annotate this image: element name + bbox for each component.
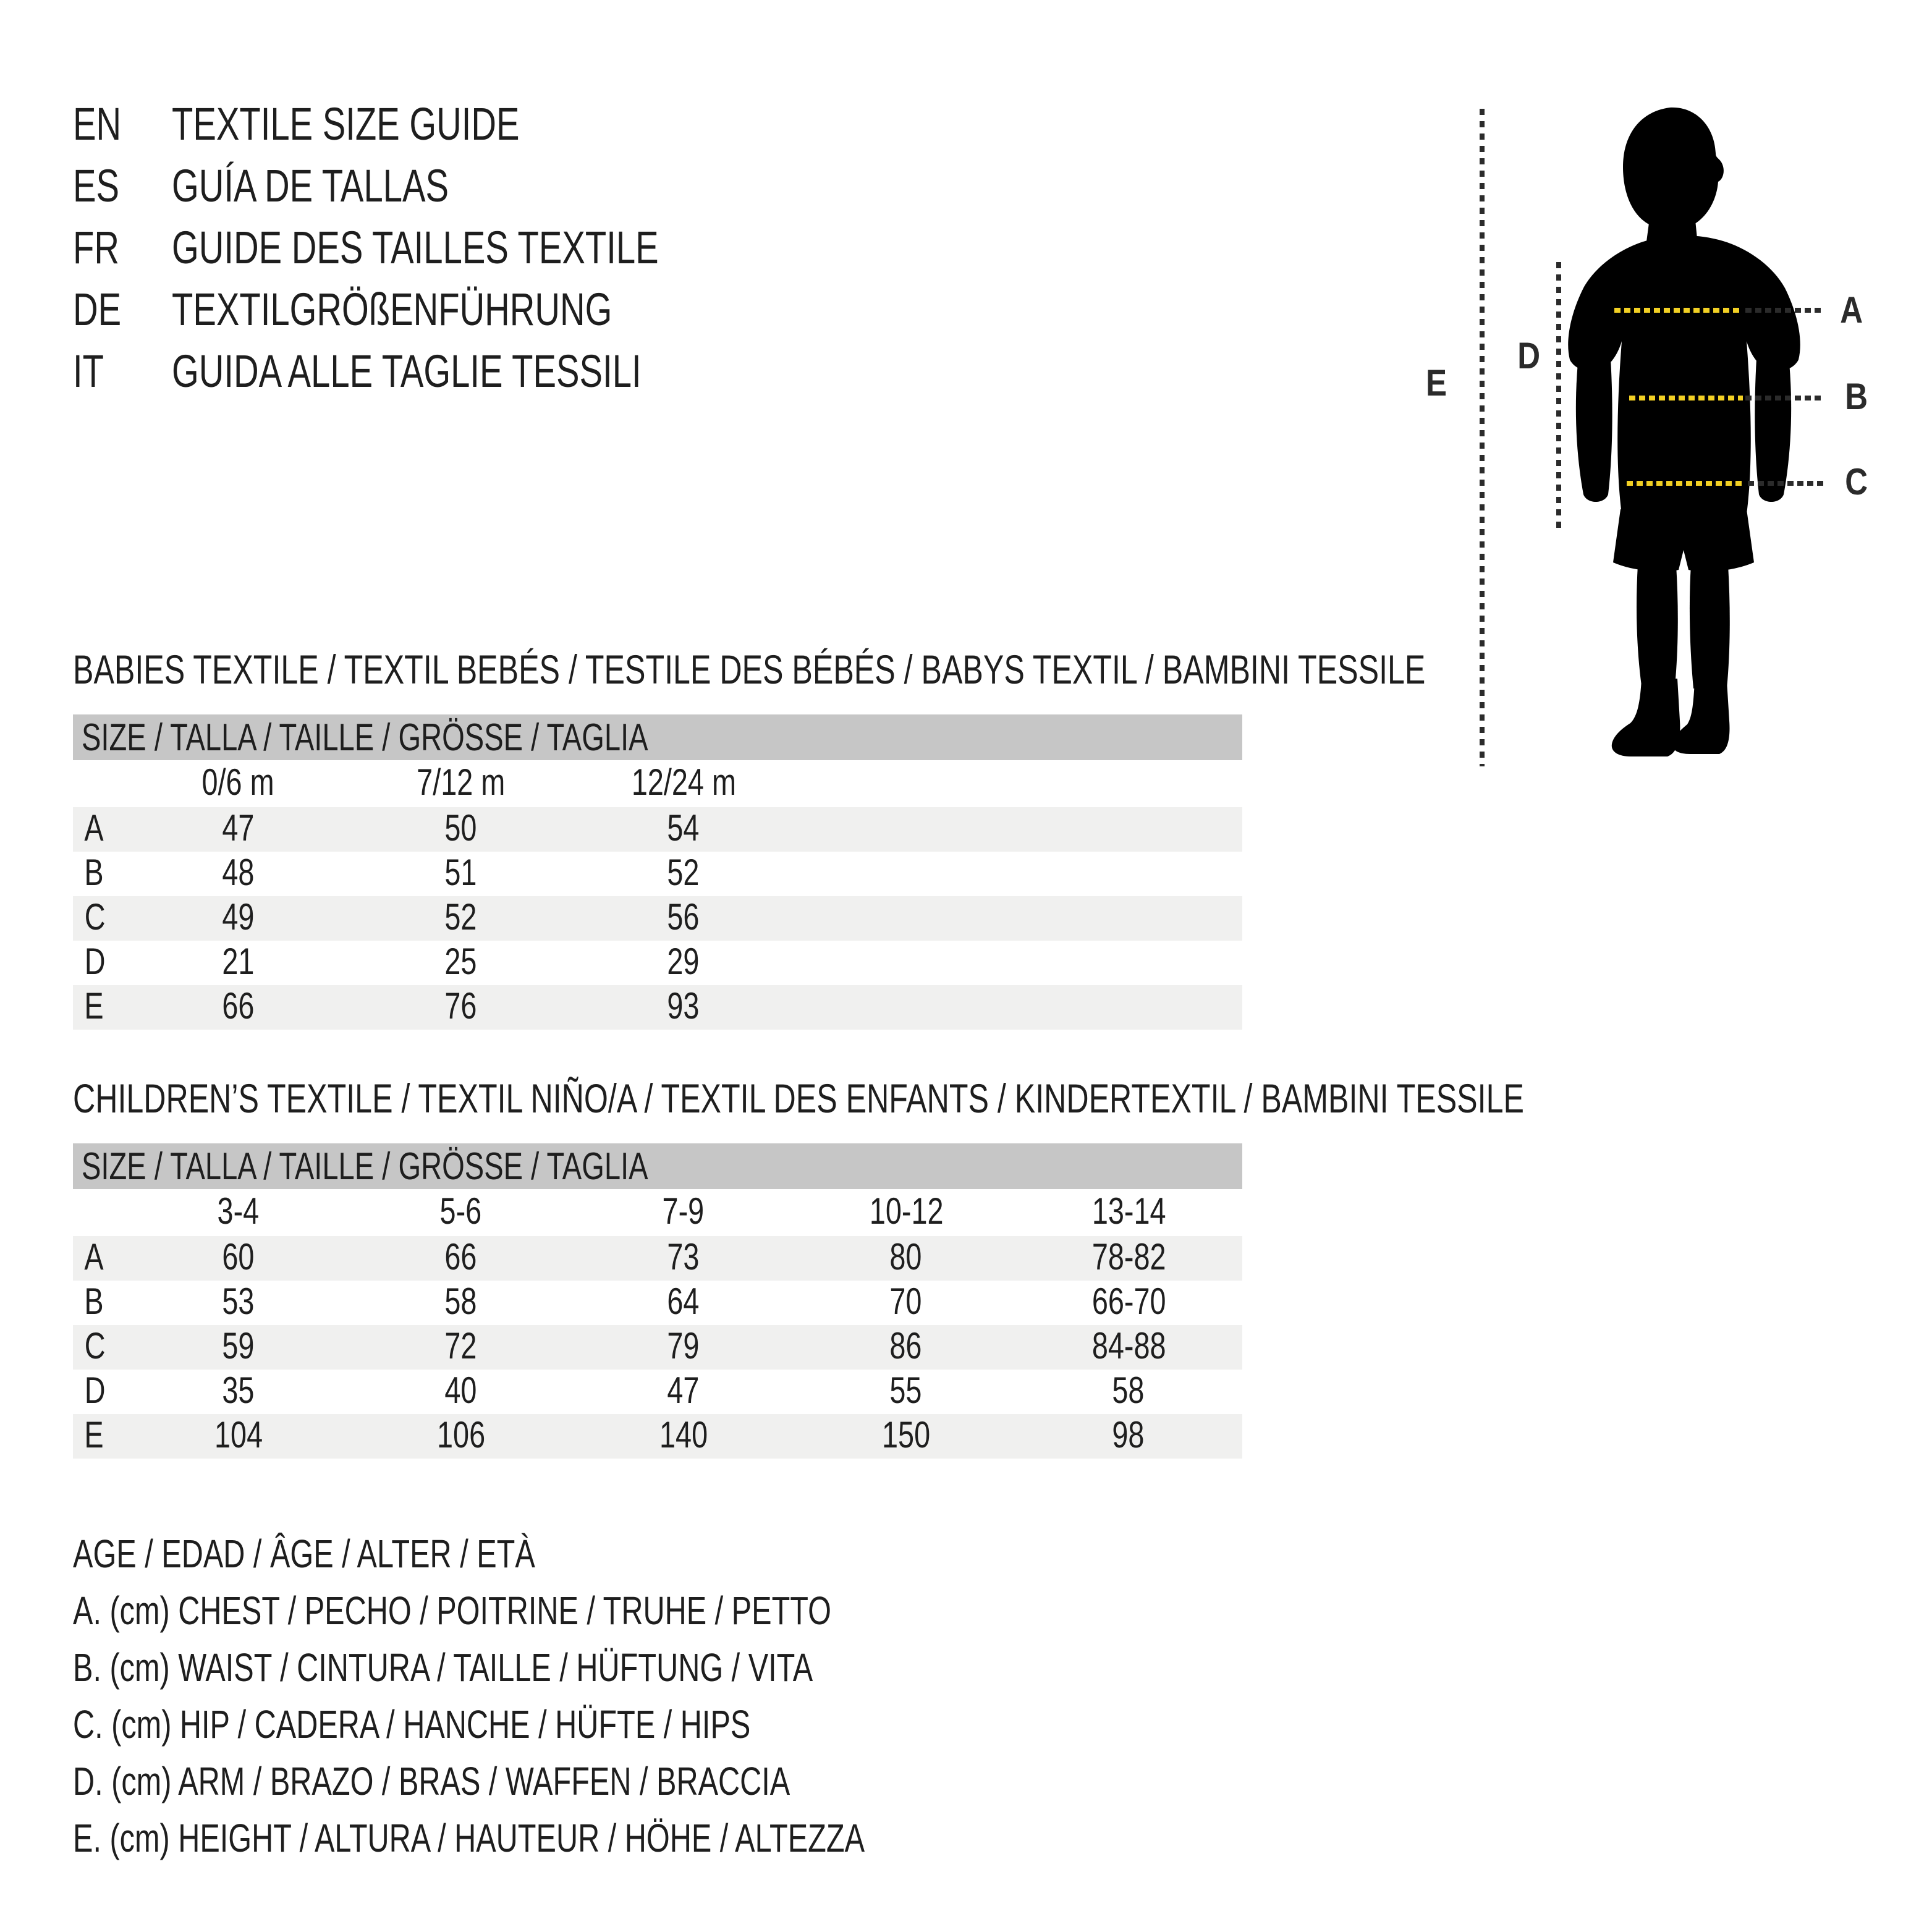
legend-age: AGE / EDAD / ÂGE / ALTER / ETÀ xyxy=(73,1531,535,1575)
children-table-header-bar: SIZE / TALLA / TAILLE / GRÖSSE / TAGLIA xyxy=(73,1143,1242,1189)
legend-arm: D. (cm) ARM / BRAZO / BRAS / WAFFEN / BRACCIA xyxy=(73,1758,790,1803)
measurement-legend xyxy=(73,1525,1115,1866)
lang-code-it: IT xyxy=(73,346,104,397)
babies-col-0-6m: 0/6 m xyxy=(202,763,275,803)
lang-row-de xyxy=(73,279,812,341)
lang-row-es xyxy=(73,156,812,218)
figure-label-c: C xyxy=(1845,462,1868,503)
hip-measure-line-yellow xyxy=(1627,481,1745,486)
lang-row-it xyxy=(73,341,812,403)
figure-label-e: E xyxy=(1425,363,1447,404)
babies-col-7-12m: 7/12 m xyxy=(417,763,506,803)
children-column-header-row xyxy=(73,1189,1242,1236)
children-col-10-12: 10-12 xyxy=(869,1192,943,1232)
language-title-list xyxy=(73,94,812,403)
guide-title-it: GUIDA ALLE TAGLIE TESSILI xyxy=(172,346,642,397)
table-row: B 53 58 64 70 66-70 xyxy=(84,1282,1166,1323)
arm-measure-dotted-line-d xyxy=(1556,262,1561,532)
babies-table-header-bar: SIZE / TALLA / TAILLE / GRÖSSE / TAGLIA xyxy=(73,714,1242,760)
babies-column-header-row xyxy=(73,760,1242,807)
guide-title-de: TEXTILGRÖßENFÜHRUNG xyxy=(172,284,612,335)
guide-title-es: GUÍA DE TALLAS xyxy=(172,161,449,211)
children-section-title: CHILDREN’S TEXTILE / TEXTIL NIÑO/A / TEXTIL DES ENFANTS / KINDERTEXTIL / BAMBINI TESSILE xyxy=(73,1075,1524,1121)
waist-measure-line-yellow xyxy=(1629,396,1743,400)
lang-code-es: ES xyxy=(73,161,120,211)
chest-measure-line-yellow xyxy=(1614,308,1743,313)
children-size-table xyxy=(73,1143,1242,1459)
guide-title-fr: GUIDE DES TAILLES TEXTILE xyxy=(172,222,659,273)
lang-code-en: EN xyxy=(73,99,122,150)
legend-height: E. (cm) HEIGHT / ALTURA / HAUTEUR / HÖHE / ALTEZZA xyxy=(73,1815,865,1860)
figure-label-a: A xyxy=(1840,290,1863,331)
table-row: D 21 25 29 xyxy=(84,942,700,983)
hip-measure-line-dark xyxy=(1748,481,1824,486)
lang-row-en xyxy=(73,94,812,156)
lang-code-de: DE xyxy=(73,284,122,335)
lang-row-fr xyxy=(73,218,812,279)
table-row: B 48 51 52 xyxy=(84,853,700,894)
legend-chest: A. (cm) CHEST / PECHO / POITRINE / TRUHE / PETTO xyxy=(73,1588,831,1632)
table-row: C 59 72 79 86 84-88 xyxy=(73,1325,1242,1370)
chest-measure-line-dark xyxy=(1745,308,1824,313)
children-table-body xyxy=(73,1236,1242,1459)
table-row: A 47 50 54 xyxy=(73,807,1242,852)
waist-measure-line-dark xyxy=(1745,396,1824,400)
lang-code-fr: FR xyxy=(73,222,119,273)
babies-col-12-24m: 12/24 m xyxy=(631,763,736,803)
figure-label-d: D xyxy=(1517,336,1541,377)
table-row: C 49 52 56 xyxy=(73,896,1242,941)
children-col-7-9: 7-9 xyxy=(663,1192,705,1232)
table-row: A 60 66 73 80 78-82 xyxy=(73,1236,1242,1281)
table-row: D 35 40 47 55 58 xyxy=(84,1371,1145,1412)
babies-section-title: BABIES TEXTILE / TEXTIL BEBÉS / TESTILE DES BÉBÉS / BABYS TEXTIL / BAMBINI TESSILE xyxy=(73,646,1426,692)
figure-label-b: B xyxy=(1845,377,1868,418)
legend-hip: C. (cm) HIP / CADERA / HANCHE / HÜFTE / HIPS xyxy=(73,1701,751,1746)
babies-size-table xyxy=(73,714,1242,1030)
children-col-3-4: 3-4 xyxy=(218,1192,260,1232)
legend-waist: B. (cm) WAIST / CINTURA / TAILLE / HÜFTUNG / VITA xyxy=(73,1645,813,1689)
table-row: E 66 76 93 xyxy=(73,985,1242,1030)
guide-title-en: TEXTILE SIZE GUIDE xyxy=(172,99,520,150)
children-col-5-6: 5-6 xyxy=(440,1192,482,1232)
children-col-13-14: 13-14 xyxy=(1091,1192,1166,1232)
babies-table-body xyxy=(73,807,1242,1030)
table-row: E 104 106 140 150 98 xyxy=(73,1414,1242,1459)
